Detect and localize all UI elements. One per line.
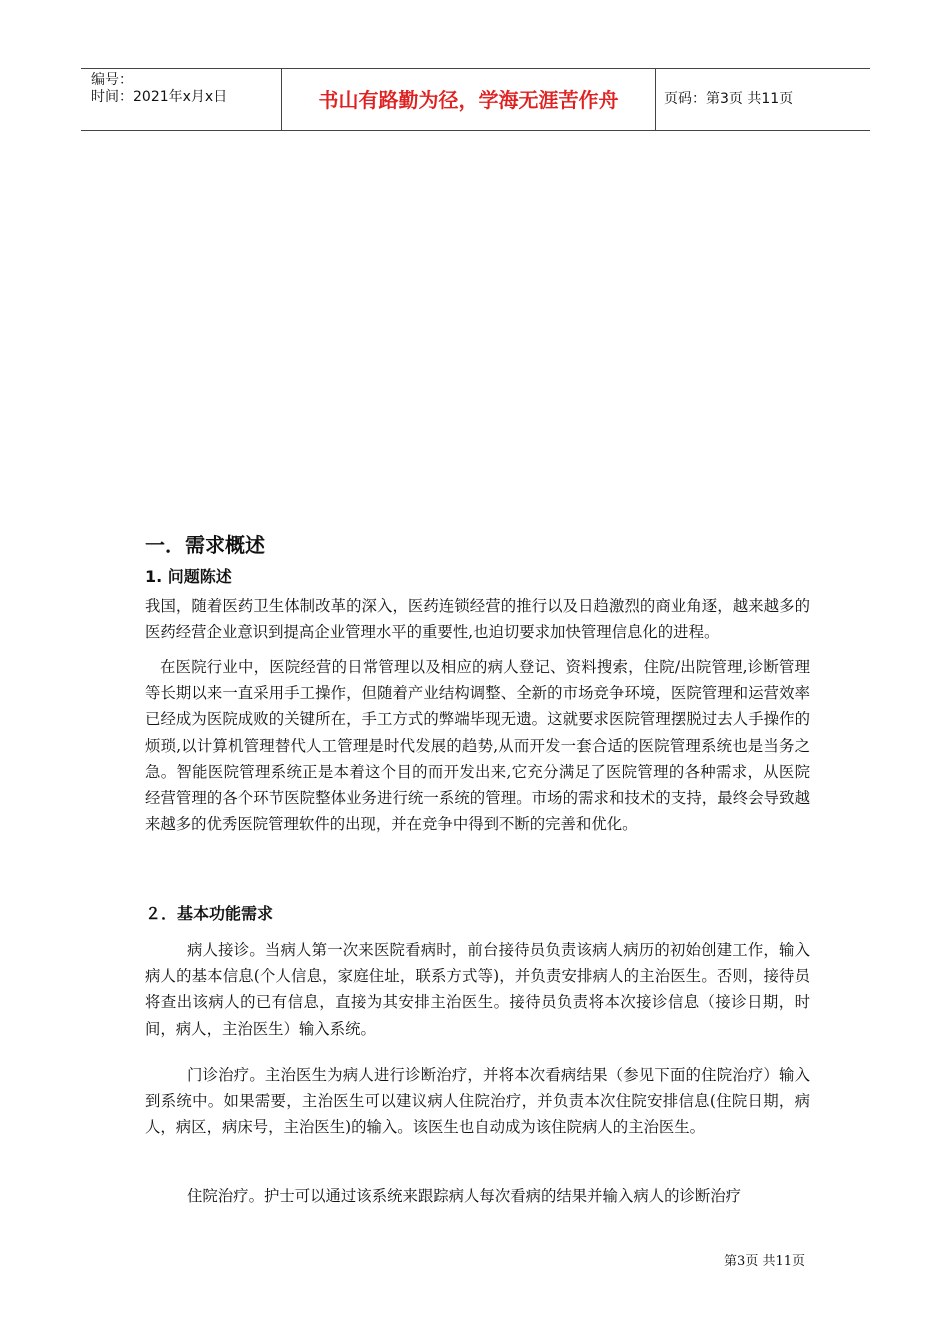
paragraph-problem-1: 我国，随着医药卫生体制改革的深入，医药连锁经营的推行以及日趋激烈的商业角逐，越来越多的医药经营企业意识到提高企业管理水平的重要性,也迫切要求加快管理信息化的进程。 (145, 597, 810, 642)
section-title: 一．需求概述 (145, 533, 265, 557)
page-footer-number: 第3页 共11页 (724, 1254, 805, 1269)
header-motto-cell (281, 69, 656, 130)
paragraph-outpatient: 门诊治疗。主治医生为病人进行诊断治疗，并将本次看病结果（参见下面的住院治疗）输入到系统中。如果需要，主治医生可以建议病人住院治疗，并负责本次住院安排信息(住院日期，病人，病区，病床号，主治医生)的输入。该医生也自动成为该住院病人的主治医生。 (145, 1066, 810, 1137)
document-number-label: 编号： (91, 72, 133, 88)
subsection-title-problem: 1. 问题陈述 (145, 567, 232, 586)
document-date-label: 时间：2021年x月x日 (91, 89, 228, 105)
subsection-title-functions: ２．基本功能需求 (145, 904, 274, 923)
paragraph-inpatient: 住院治疗。护士可以通过该系统来跟踪病人每次看病的结果并输入病人的诊断治疗 (187, 1187, 742, 1205)
header-page-cell (655, 69, 870, 130)
paragraph-problem-2: 在医院行业中，医院经营的日常管理以及相应的病人登记、资料搜索，住院/出院管理,诊断管理等长期以来一直采用手工操作，但随着产业结构调整、全新的市场竞争环境，医院管理和运营效率已经成为医院成败的关键所在，手工方式的弊端毕现无遗。这就要求医院管理摆脱过去人手操作的烦琐,以计算机管理替代人工管理是时代发展的趋势,从而开发一套合适的医院管理系统也是当务之急。智能医院管理系统正是本着这个目的而开发出来,它充分满足了医院管理的各种需求，从医院经营管理的各个环节医院整体业务进行统一系统的管理。市场的需求和技术的支持，最终会导致越来越多的优秀医院管理软件的出现，并在竞争中得到不断的完善和优化。 (145, 658, 810, 834)
paragraph-reception: 病人接诊。当病人第一次来医院看病时，前台接待员负责该病人病历的初始创建工作，输入病人的基本信息(个人信息，家庭住址，联系方式等)，并负责安排病人的主治医生。否则，接待员将查出该病人的已有信息，直接为其安排主治医生。接待员负责将本次接诊信息（接诊日期，时间，病人，主治医生）输入系统。 (145, 941, 810, 1038)
header-meta-cell (81, 69, 281, 130)
header-page-number: 页码：第3页 共11页 (664, 91, 794, 107)
header-motto: 书山有路勤为径，学海无涯苦作舟 (318, 88, 619, 112)
document-header (81, 68, 870, 131)
